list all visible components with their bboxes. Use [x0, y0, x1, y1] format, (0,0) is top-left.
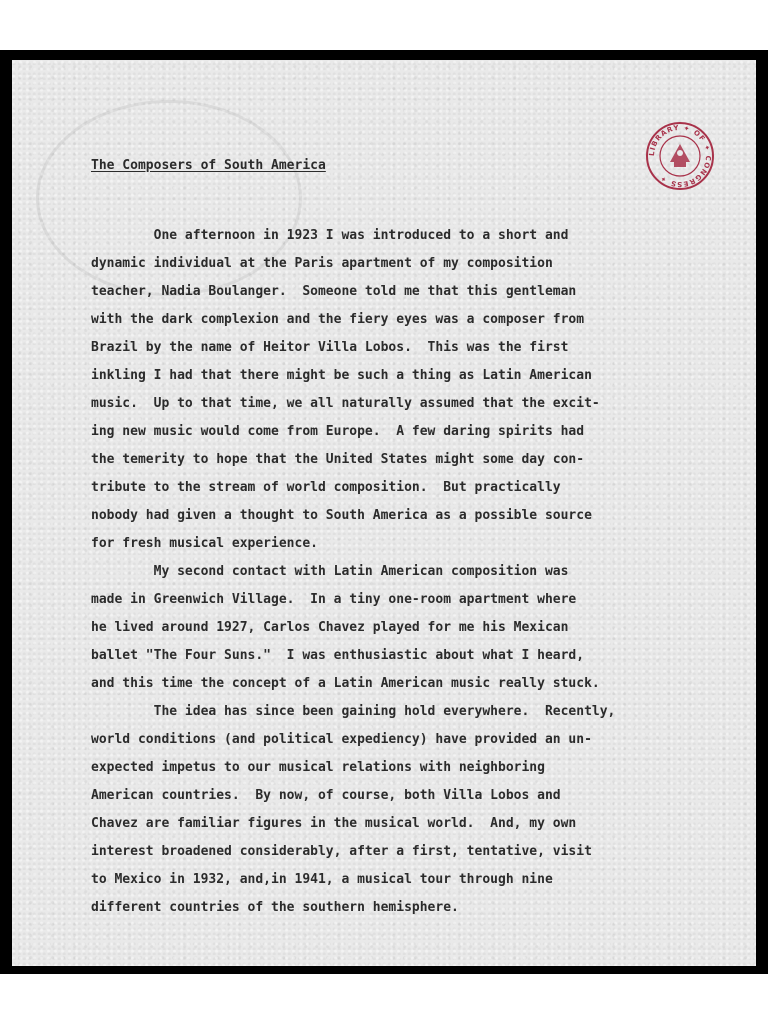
text-line: teacher, Nadia Boulanger. Someone told me that this gentleman	[91, 284, 577, 299]
text-line: My second contact with Latin American composition was	[91, 564, 569, 579]
document-title: The Composers of South America	[91, 158, 326, 173]
text-line: interest broadened considerably, after a first, tentative, visit	[91, 844, 592, 859]
text-line: ing new music would come from Europe. A few daring spirits had	[91, 424, 585, 439]
svg-text:LIBRARY ✦ OF ✦ CONGRESS ✦: LIBRARY ✦ OF ✦ CONGRESS ✦	[647, 123, 713, 189]
text-line: American countries. By now, of course, both Villa Lobos and	[91, 788, 561, 803]
text-line: dynamic individual at the Paris apartment of my composition	[91, 256, 553, 271]
document-page	[12, 60, 756, 966]
text-line: music. Up to that time, we all naturally assumed that the excit-	[91, 396, 600, 411]
text-line: Chavez are familiar figures in the musical world. And, my own	[91, 816, 577, 831]
text-line: tribute to the stream of world composition. But practically	[91, 480, 561, 495]
text-line: different countries of the southern hemisphere.	[91, 900, 459, 915]
text-line: to Mexico in 1932, and,in 1941, a musical tour through nine	[91, 872, 553, 887]
text-line: The idea has since been gaining hold everywhere. Recently,	[91, 704, 616, 719]
body-text	[91, 222, 711, 922]
text-line: One afternoon in 1923 I was introduced to a short and	[91, 228, 569, 243]
text-line: with the dark complexion and the fiery eyes was a composer from	[91, 312, 585, 327]
text-line: Brazil by the name of Heitor Villa Lobos. This was the first	[91, 340, 569, 355]
text-line: made in Greenwich Village. In a tiny one-room apartment where	[91, 592, 577, 607]
text-line: the temerity to hope that the United States might some day con-	[91, 452, 585, 467]
text-line: ballet "The Four Suns." I was enthusiastic about what I heard,	[91, 648, 585, 663]
text-line: inkling I had that there might be such a thing as Latin American	[91, 368, 592, 383]
text-line: he lived around 1927, Carlos Chavez played for me his Mexican	[91, 620, 569, 635]
text-line: for fresh musical experience.	[91, 536, 318, 551]
text-line: world conditions (and political expediency) have provided an un-	[91, 732, 592, 747]
library-seal-icon	[644, 120, 716, 192]
text-line: and this time the concept of a Latin American music really stuck.	[91, 676, 600, 691]
text-line: expected impetus to our musical relations with neighboring	[91, 760, 545, 775]
text-line: nobody had given a thought to South America as a possible source	[91, 508, 592, 523]
